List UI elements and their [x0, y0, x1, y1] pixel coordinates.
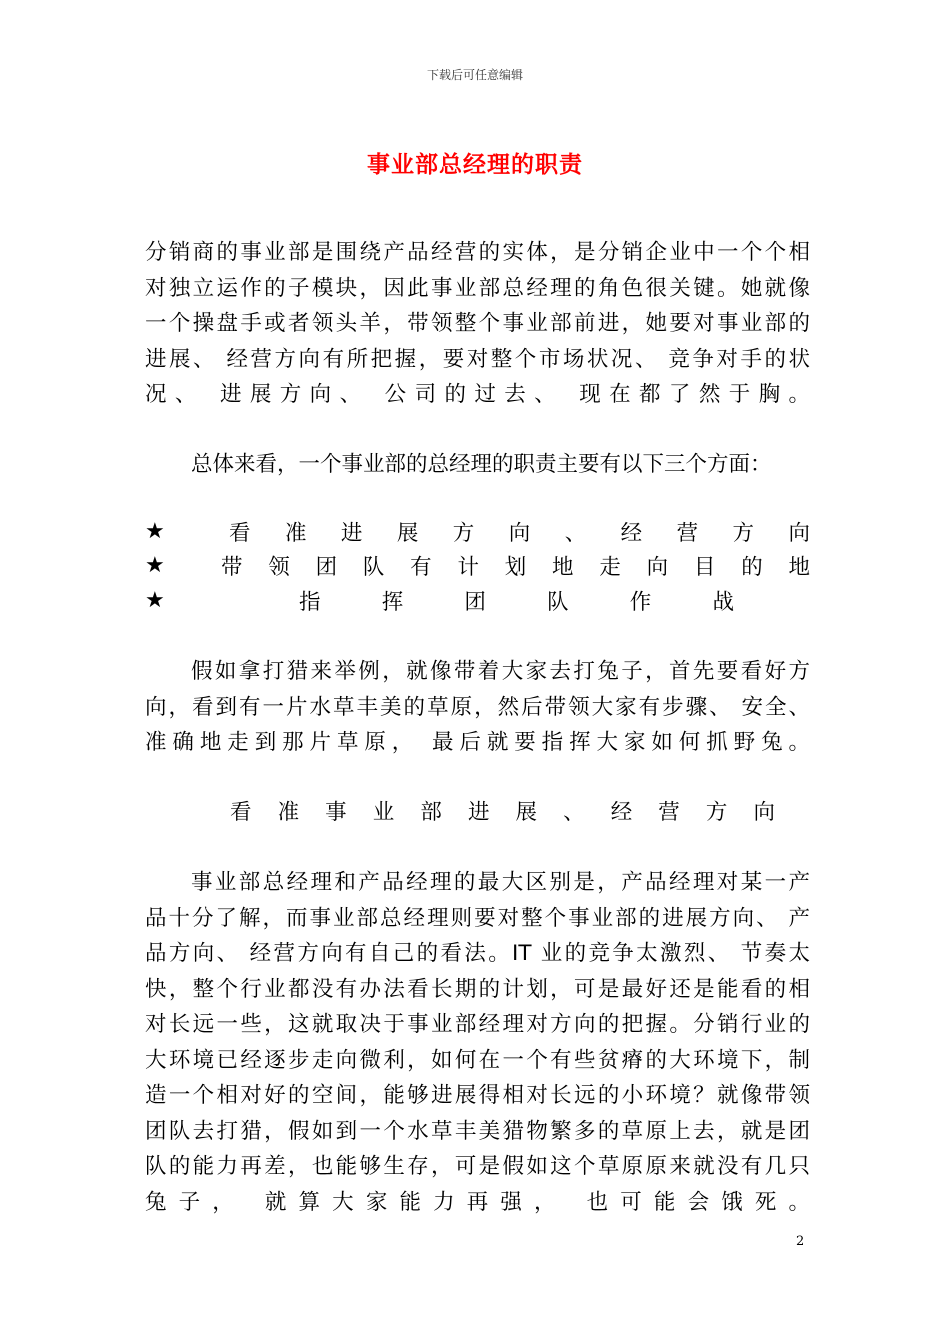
paragraph-line: 大环境已经逐步走向微利，如何在一个有些贫瘠的大环境下，制 — [145, 1047, 810, 1073]
star-icon: ★ — [145, 518, 165, 544]
paragraph-line: 对长远一些，这就取决于事业部经理对方向的把握。分销行业的 — [145, 1012, 810, 1037]
page-header-note: 下载后可任意编辑 — [426, 68, 523, 82]
star-icon: ★ — [145, 587, 165, 613]
paragraph-line: 分销商的事业部是围绕产品经营的实体，是分销企业中一个个相 — [145, 240, 810, 265]
paragraph-line: 进展、 经营方向有所把握，要对整个市场状况、 竞争对手的状 — [145, 346, 810, 372]
paragraph-line: 准确地走到那片草原， 最后就要指挥大家如何抓野兔。 — [145, 730, 810, 755]
paragraph-line: 品方向、 经营方向有自己的看法。IT 业的竞争太激烈、 节奏太 — [145, 941, 810, 966]
bullet-text: 指挥团队作战 — [299, 589, 734, 615]
bullet-text: 看准进展方向、经营方向 — [229, 520, 810, 546]
paragraph-summary — [145, 447, 810, 483]
paragraph-line: 一个操盘手或者领头羊，带领整个事业部前进，她要对事业部的 — [145, 311, 810, 336]
paragraph-line: 向，看到有一片水草丰美的草原，然后带领大家有步骤、 安全、 — [145, 694, 810, 720]
paragraph-line: 快，整个行业都没有办法看长期的计划，可是最好还是能看的相 — [145, 976, 810, 1002]
star-icon: ★ — [145, 552, 165, 578]
paragraph-example — [145, 654, 810, 761]
paragraph-line: 团队去打猎，假如到一个水草丰美猎物繁多的草原上去，就是团 — [145, 1118, 810, 1144]
paragraph-line: 造一个相对好的空间，能够进展得相对长远的小环境？就像带领 — [145, 1083, 810, 1108]
page-number: 2 — [796, 1234, 805, 1249]
bullet-item — [145, 514, 810, 548]
bullet-text: 带领团队有计划地走向目的地 — [221, 554, 810, 580]
paragraph-line: 品十分了解，而事业部总经理则要对整个事业部的进展方向、 产 — [145, 905, 810, 931]
bullet-item — [145, 548, 810, 582]
paragraph-line: 队的能力再差，也能够生存，可是假如这个草原原来就没有几只 — [145, 1154, 810, 1179]
paragraph-line: 总体来看，一个事业部的总经理的职责主要有以下三个方面： — [191, 452, 772, 477]
paragraph-line: 假如拿打猎来举例，就像带着大家去打兔子，首先要看好方 — [191, 659, 810, 684]
paragraph-intro — [145, 235, 810, 413]
bullet-item — [145, 583, 810, 617]
document-title: 事业部总经理的职责 — [367, 152, 583, 178]
section-subheading: 看准事业部进展、经营方向 — [230, 800, 775, 825]
paragraph-line: 况、 进展方向、 公司的过去、 现在都了然于胸。 — [145, 382, 810, 407]
paragraph-line: 事业部总经理和产品经理的最大区别是，产品经理对某一产 — [191, 870, 810, 895]
paragraph-line: 对独立运作的子模块，因此事业部总经理的角色很关键。她就像 — [145, 275, 810, 301]
paragraph-body — [145, 865, 810, 1220]
paragraph-line: 兔子， 就算大家能力再强， 也可能会饿死。 — [145, 1189, 810, 1215]
